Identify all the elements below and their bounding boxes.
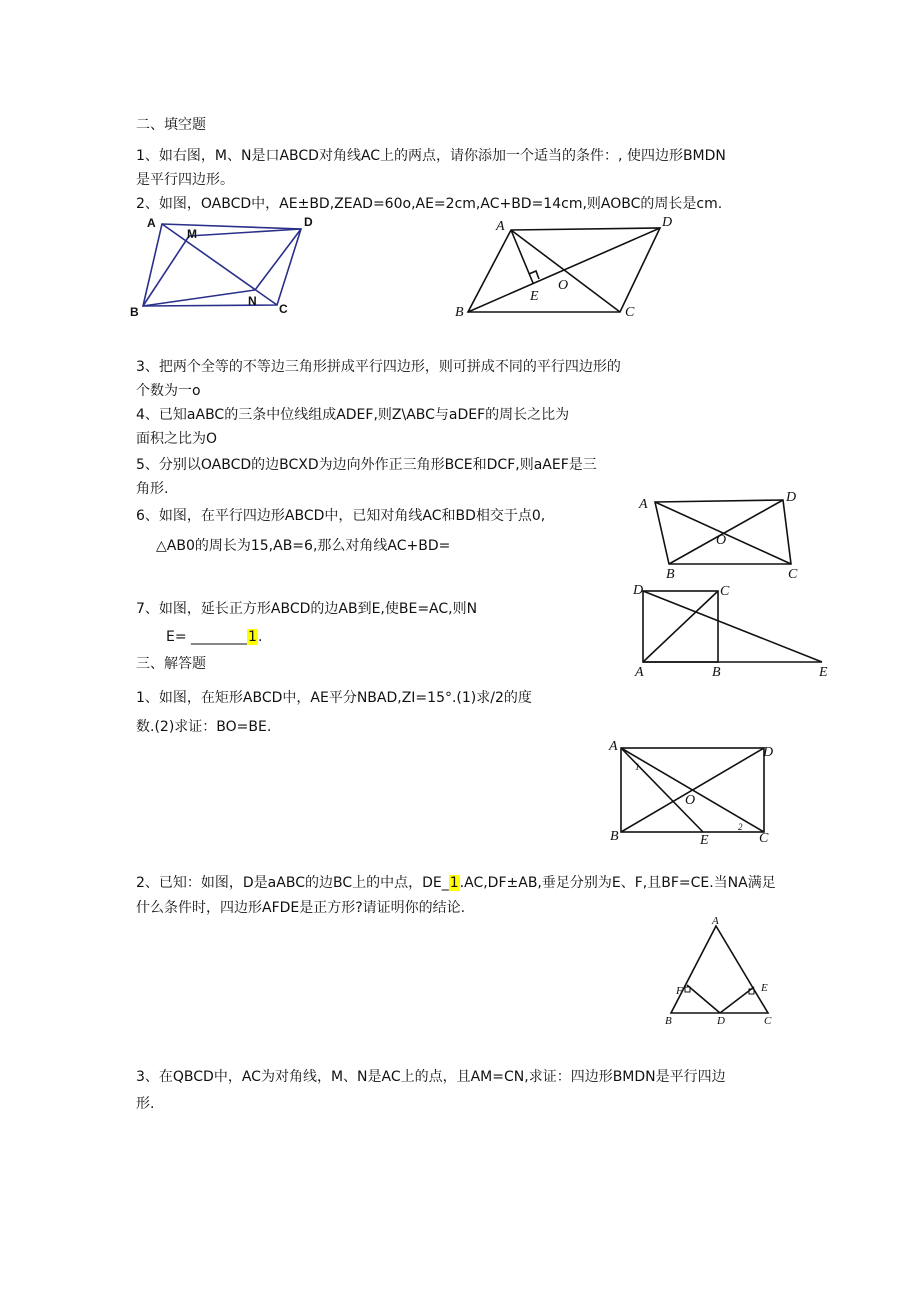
highlight-mark: 1 [449, 875, 459, 891]
triangle-abc [671, 926, 768, 1013]
label-d: D [763, 745, 774, 760]
question-3-line-2: 个数为一o [136, 383, 201, 399]
label-o: O [716, 533, 727, 548]
label-c: C [279, 302, 288, 316]
solve-1-line-2: 数.(2)求证：BO=BE. [136, 719, 272, 735]
label-e: E [700, 833, 709, 848]
solve-3-line-2: 形. [136, 1096, 155, 1112]
section-title-solve: 三、解答题 [136, 656, 206, 672]
label-d: D [633, 583, 644, 598]
label-d: D [786, 490, 797, 505]
label-c: C [720, 584, 730, 599]
bisector-ae [621, 748, 703, 832]
diagonal-ac [643, 591, 718, 662]
segment-nd [255, 229, 301, 290]
solve-2-text-a: 2、已知：如图，D是aABC的边BC上的中点，DE_ [136, 875, 449, 891]
label-a: A [712, 915, 719, 927]
solve-1-line-1: 1、如图，在矩形ABCD中，AE平分NBAD,ZI=15°.(1)求/2的度 [136, 690, 532, 706]
label-b: B [712, 665, 721, 680]
label-d: D [304, 215, 313, 229]
label-c: C [759, 831, 769, 846]
question-7-line-2 [166, 628, 262, 646]
label-b: B [130, 305, 139, 319]
angle-2-label: 2 [738, 822, 743, 832]
solve-2-text-b: .AC,DF±AB,垂足分别为E、F,且BF=CE.当NA满足 [459, 875, 776, 891]
label-e: E [530, 289, 539, 304]
label-c: C [764, 1015, 772, 1027]
label-e: E [761, 982, 768, 994]
solve-2-line-2: 什么条件时，四边形AFDE是正方形?请证明你的结论. [136, 900, 466, 916]
figure-parallelogram-mn [125, 210, 335, 325]
diagonal-bd [468, 228, 660, 312]
label-a: A [496, 219, 505, 234]
label-a: A [639, 497, 648, 512]
label-c: C [788, 567, 798, 582]
figure-square-extended [630, 580, 835, 680]
diagonal-ac [162, 224, 277, 305]
question-4-line-1: 4、已知aABC的三条中位线组成ADEF,则Z\ABC与aDEF的周长之比为 [136, 407, 570, 423]
label-a: A [609, 739, 618, 754]
diagonal-bd [669, 500, 783, 564]
label-e: E [819, 665, 828, 680]
label-d: D [717, 1015, 725, 1027]
label-c: C [625, 305, 635, 320]
label-n: N [248, 294, 257, 308]
answer-blank: E= ________ [166, 629, 248, 645]
solve-2-line-1 [136, 874, 776, 892]
segment-bn [143, 290, 255, 306]
question-4-line-2: 面积之比为O [136, 431, 218, 447]
segment-de [643, 591, 822, 662]
highlight-mark: 1 [248, 629, 257, 645]
label-b: B [665, 1015, 672, 1027]
label-b: B [666, 567, 675, 582]
question-6-line-1: 6、如图，在平行四边形ABCD中，已知对角线AC和BD相交于点0, [136, 508, 546, 524]
angle-1-label: 1 [635, 762, 640, 772]
figure-parallelogram-ae [450, 210, 680, 325]
label-b: B [610, 829, 619, 844]
question-6-line-2: △AB0的周长为15,AB=6,那么对角线AC+BD= [156, 538, 451, 554]
question-5-line-1: 5、分别以OABCD的边BCXD为边向外作正三角形BCE和DCF,则aAEF是三 [136, 457, 597, 473]
segment-md [189, 229, 301, 236]
parallelogram-abcd [143, 224, 301, 306]
question-5-line-2: 角形. [136, 481, 169, 497]
segment-df [687, 985, 720, 1013]
trailing-period: . [257, 629, 263, 645]
question-7-line-1: 7、如图，延长正方形ABCD的边AB到E,使BE=AC,则N [136, 601, 478, 617]
question-1-line-1: 1、如右图，M、N是口ABCD对角线AC上的两点，请你添加一个适当的条件：, 使四边形BMDN [136, 148, 726, 164]
solve-3-line-1: 3、在QBCD中，AC为对角线，M、N是AC上的点，且AM=CN,求证：四边形BMDN是平行四边 [136, 1069, 726, 1085]
figure-rectangle [605, 738, 785, 846]
question-1-line-2: 是平行四边形。 [136, 172, 234, 188]
question-3-line-1: 3、把两个全等的不等边三角形拼成平行四边形，则可拼成不同的平行四边形的 [136, 359, 621, 375]
figure-triangle [660, 912, 785, 1027]
figure-parallelogram-diagonals [636, 488, 816, 582]
label-a: A [147, 216, 156, 230]
label-m: M [187, 227, 197, 241]
label-f: F [676, 985, 683, 997]
question-2-line-1: 2、如图，OABCD中，AE±BD,ZEAD=60o,AE=2cm,AC+BD=14cm,则AOBC的周长是cm. [136, 196, 723, 212]
label-d: D [662, 215, 673, 230]
label-a: A [635, 665, 644, 680]
label-o: O [685, 793, 696, 808]
label-o: O [558, 278, 569, 293]
label-b: B [455, 305, 464, 320]
segment-bm [143, 236, 189, 306]
section-title-fill-in: 二、填空题 [136, 117, 206, 133]
